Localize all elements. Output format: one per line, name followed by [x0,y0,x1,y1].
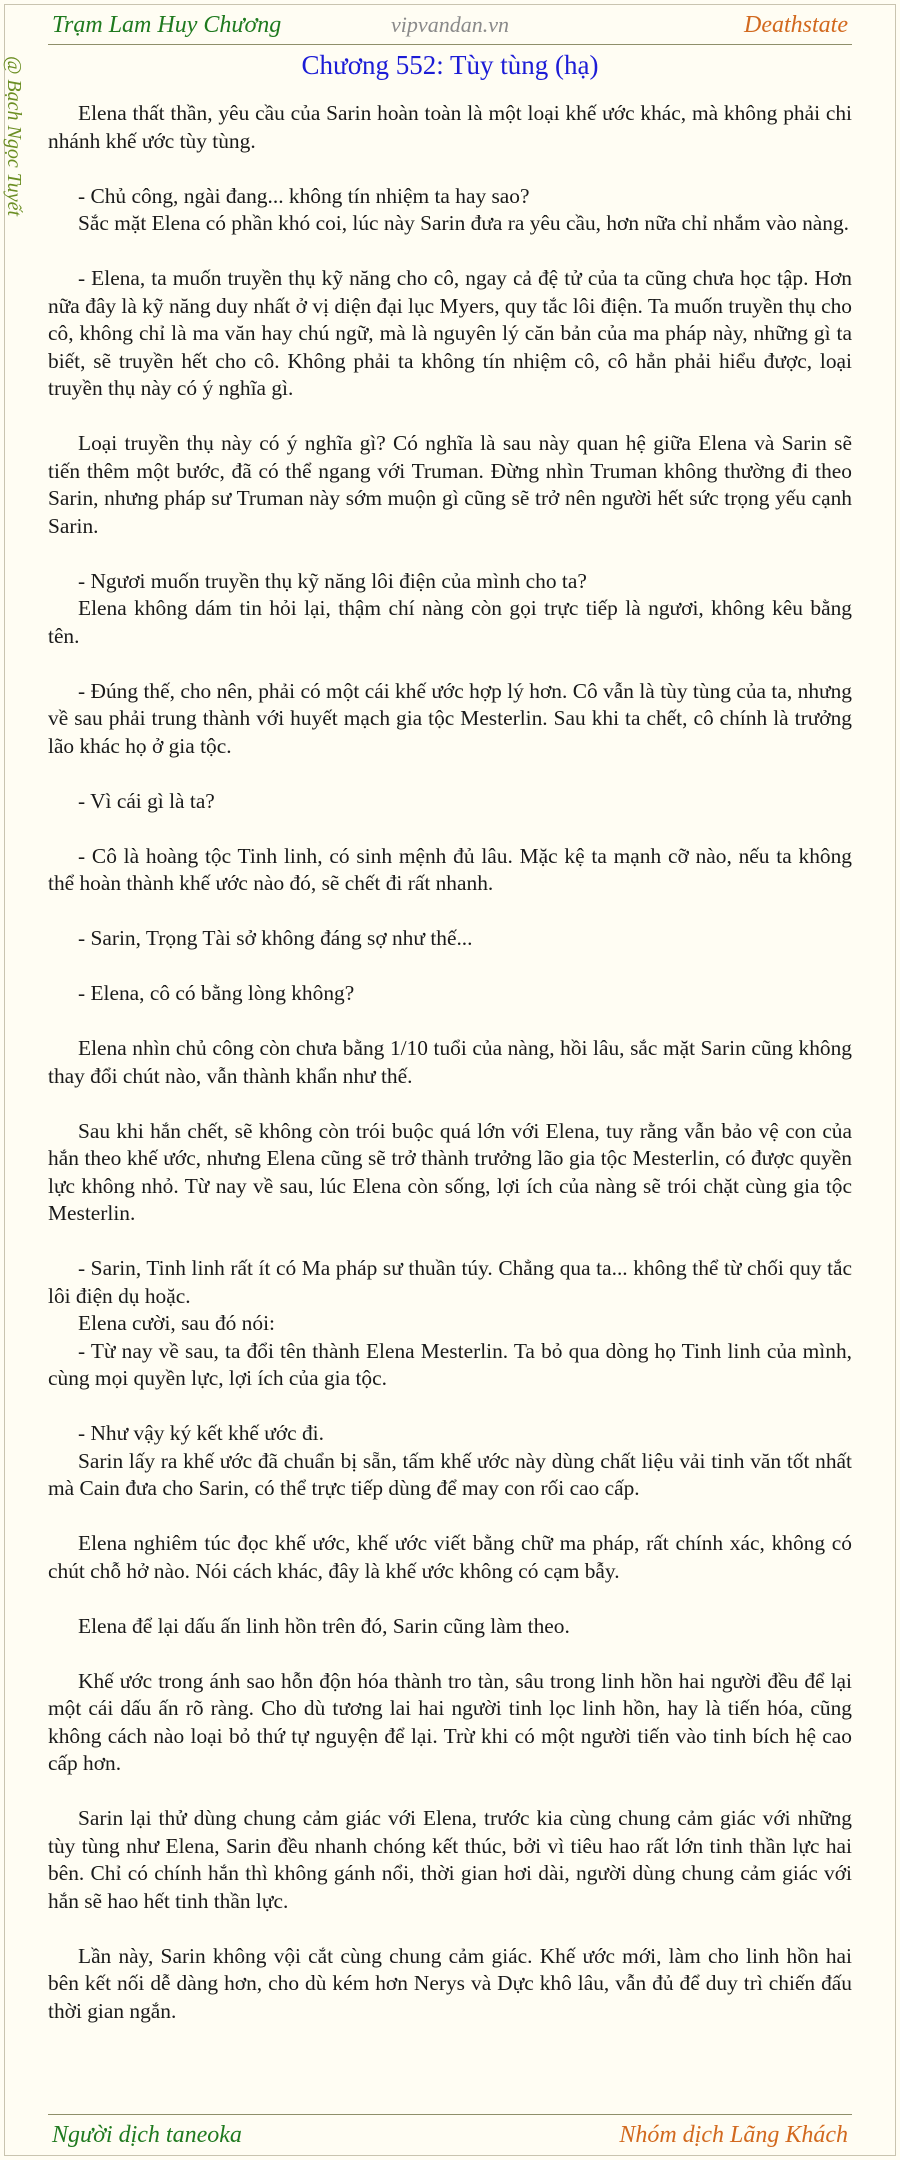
chapter-body [48,100,852,2053]
paragraph: - Sarin, Tinh linh rất ít có Ma pháp sư thuần túy. Chẳng qua ta... không thể từ chối quy tắc lôi điện dụ hoặc. [48,1256,852,1308]
paragraph: - Elena, cô có bằng lòng không? [78,981,355,1005]
paragraph: - Sarin, Trọng Tài sở không đáng sợ như thế... [78,926,473,950]
paragraph: - Ngươi muốn truyền thụ kỹ năng lôi điện của mình cho ta? [78,568,587,593]
paragraph: - Như vậy ký kết khế ước đi. [78,1421,324,1445]
paragraph: - Elena, ta muốn truyền thụ kỹ năng cho cô, ngay cả đệ tử của ta cũng chưa học tập. Hơn nữa đây là kỹ năng duy nhất ở vị diện đại lục Myers, quy tắc lôi điện. Ta muốn truyền thụ cho cô, không chỉ là ma văn hay chú ngữ, mà là nguyên lý căn bản của ma pháp này, những gì ta biết, sẽ truyền hết cho cô. Không phải ta không tín nhiệm cô, cô hẳn phải hiểu được, loại truyền thụ này có ý nghĩa gì. [48,266,852,400]
paragraph: Elena để lại dấu ấn linh hồn trên đó, Sarin cũng làm theo. [78,1613,570,1638]
paragraph: - Chủ công, ngài đang... không tín nhiệm ta hay sao? [78,183,530,208]
chapter-title: Chương 552: Tùy tùng (hạ) [301,50,599,80]
paragraph: Khế ước trong ánh sao hỗn độn hóa thành tro tàn, sâu trong linh hồn hai người đều để lại một cái dấu ấn rõ ràng. Cho dù tương lai hai người tinh lọc linh hồn, hay là tiến hóa, cũng không cách nào loại bỏ thứ tự nguyện để lại. Trừ khi có một người tiến vào tinh bích hệ cao cấp hơn. [48,1668,852,1775]
paragraph: Elena thất thần, yêu cầu của Sarin hoàn toàn là một loại khế ước khác, mà không phải chi nhánh khế ước tùy tùng. [48,101,852,153]
footer-group: Nhóm dịch Lãng Khách [619,2122,848,2148]
paragraph: - Cô là hoàng tộc Tinh linh, có sinh mệnh đủ lâu. Mặc kệ ta mạnh cỡ nào, nếu ta không thể hoàn thành khế ước nào đó, sẽ chết đi rất nhanh. [48,843,852,895]
paragraph: Lần này, Sarin không vội cắt cùng chung cảm giác. Khế ước mới, làm cho linh hồn hai bên kết nối dễ dàng hơn, cho dù kém hơn Nerys và Dực khô lâu, vẫn đủ để duy trì chiến đấu thời gian ngắn. [48,1943,852,2023]
side-credit-text: @ Bạch Ngọc Tuyết [3,56,25,217]
paragraph: - Đúng thế, cho nên, phải có một cái khế ước hợp lý hơn. Cô vẫn là tùy tùng của ta, nhưng về sau phải trung thành với huyết mạch gia tộc Mesterlin. Sau khi ta chết, cô chính là trưởng lão khác họ ở gia tộc. [48,678,852,758]
paragraph: Elena nhìn chủ công còn chưa bằng 1/10 tuổi của nàng, hồi lâu, sắc mặt Sarin cũng không thay đổi chút nào, vẫn thành khẩn như thế. [48,1036,852,1088]
paragraph: Sau khi hắn chết, sẽ không còn trói buộc quá lớn với Elena, tuy rằng vẫn bảo vệ con của hắn theo khế ước, nhưng Elena cũng sẽ trở thành trưởng lão gia tộc Mesterlin, có được quyền lực không nhỏ. Từ nay về sau, lúc Elena còn sống, lợi ích của nàng sẽ trói chặt cùng gia tộc Mesterlin. [48,1118,852,1225]
paragraph: - Vì cái gì là ta? [78,788,215,813]
paragraph: Loại truyền thụ này có ý nghĩa gì? Có nghĩa là sau này quan hệ giữa Elena và Sarin sẽ tiến thêm một bước, đã có thể ngang với Truman. Đừng nhìn Truman không thường đi theo Sarin, nhưng pháp sư Truman này sớm muộn gì cũng sẽ trở nên người hết sức trọng yếu cạnh Sarin. [48,431,852,538]
paragraph: - Từ nay về sau, ta đổi tên thành Elena Mesterlin. Ta bỏ qua dòng họ Tinh linh của mình, cùng mọi quyền lực, lợi ích của gia tộc. [48,1338,852,1390]
footer-divider [48,2114,852,2115]
page-header [52,8,848,44]
header-site-name: Trạm Lam Huy Chương [52,12,282,38]
paragraph: Sắc mặt Elena có phần khó coi, lúc này Sarin đưa ra yêu cầu, hơn nữa chỉ nhắm vào nàng. [78,211,850,235]
paragraph: Elena không dám tin hỏi lại, thậm chí nàng còn gọi trực tiếp là ngươi, không kêu bằng tên. [48,596,852,648]
header-divider [48,44,852,45]
header-author: Deathstate [744,12,848,38]
footer-translator: Người dịch taneoka [52,2122,242,2148]
paragraph: Elena nghiêm túc đọc khế ước, khế ước viết bằng chữ ma pháp, rất chính xác, không có chút chỗ hở nào. Nói cách khác, đây là khế ước không có cạm bẫy. [48,1531,852,1583]
page-footer [52,2118,848,2154]
paragraph: Elena cười, sau đó nói: [78,1311,275,1335]
paragraph: Sarin lấy ra khế ước đã chuẩn bị sẵn, tấm khế ước này dùng chất liệu vải tinh văn tốt nhất mà Cain đưa cho Sarin, có thể trực tiếp dùng để may con rối cao cấp. [48,1448,852,1500]
header-url: vipvandan.vn [391,12,509,37]
paragraph: Sarin lại thử dùng chung cảm giác với Elena, trước kia cùng chung cảm giác với những tùy tùng như Elena, Sarin đều nhanh chóng kết thúc, bởi vì tiêu hao rất lớn tinh thần lực hai bên. Chỉ có chính hắn thì không gánh nổi, thời gian hơi dài, người dùng chung cảm giác với hắn sẽ hao hết tinh thần lực. [48,1806,852,1913]
side-credit [3,56,40,266]
